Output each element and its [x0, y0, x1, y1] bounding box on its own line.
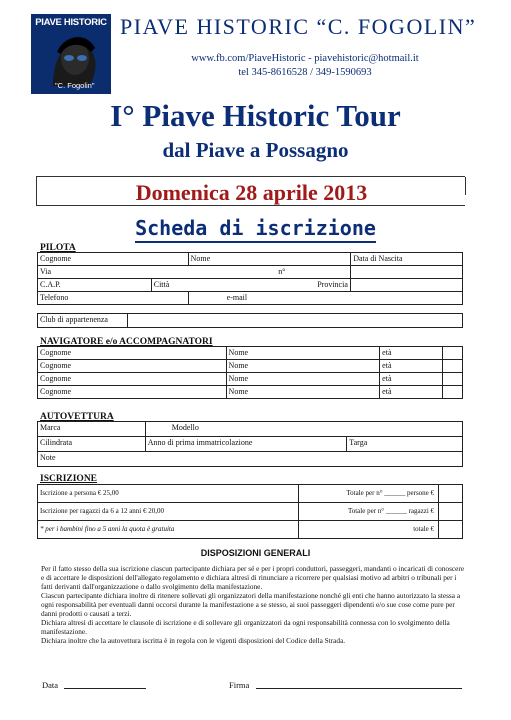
- event-title: I° Piave Historic Tour: [110, 98, 401, 133]
- iscrizione-row-ragazzi: [38, 503, 463, 521]
- iscrizione-row-adulti: [38, 485, 463, 503]
- pilota-row-contact: [38, 292, 463, 305]
- nav-eta-label: età: [382, 348, 392, 357]
- disposizioni-paragraph: Dichiara inoltre che la autovettura iscritta è in regola con le vigenti disposizioni del Codice della Strada.: [41, 636, 346, 645]
- telefono-field[interactable]: [38, 292, 189, 305]
- club-label: Club di appartenenza: [40, 315, 108, 324]
- iscrizione-row-totale: [38, 521, 463, 539]
- cilindrata-label: Cilindrata: [40, 438, 72, 447]
- event-subtitle: dal Piave a Possagno: [162, 138, 349, 162]
- section-iscrizione-heading: ISCRIZIONE: [40, 474, 98, 484]
- numero-label: n°: [278, 267, 286, 276]
- modello-label: Modello: [171, 423, 199, 432]
- nav-eta-label-cell: [380, 373, 443, 386]
- nav-nome-label: Nome: [228, 374, 249, 383]
- nav-cognome-label: Cognome: [40, 387, 72, 396]
- contact-phone: tel 345-8616528 / 349-1590693: [238, 67, 372, 78]
- pilota-table: [37, 252, 463, 305]
- totale-ragazzi-field[interactable]: [439, 503, 463, 521]
- iscrizione-table: [37, 484, 463, 539]
- totale-ragazzi-label: Totale per n° ______ ragazzi €: [347, 507, 435, 515]
- logo-top-text: PIAVE HISTORIC: [35, 17, 107, 28]
- totale-adulti-label: Totale per n° ______ persone €: [346, 489, 435, 497]
- via-field[interactable]: [38, 266, 351, 279]
- iscrizione-ragazzi-label: Iscrizione per ragazzi da 6 a 12 anni € 20,00: [40, 507, 165, 515]
- organization-name: PIAVE HISTORIC “C. FOGOLIN”: [120, 14, 477, 39]
- cognome-field[interactable]: [38, 253, 189, 266]
- club-table: [37, 313, 463, 328]
- modello-field[interactable]: [145, 422, 462, 437]
- targa-field[interactable]: [347, 437, 463, 452]
- nav-cognome-field[interactable]: [38, 360, 227, 373]
- totale-adulti-label-cell: [299, 485, 439, 503]
- pilota-row-address: [38, 266, 463, 279]
- nav-eta-field[interactable]: [443, 373, 463, 386]
- totale-ragazzi-label-cell: [299, 503, 439, 521]
- anno-field[interactable]: [145, 437, 347, 452]
- citta-label: Città: [153, 280, 170, 289]
- pilota-row-name: [38, 253, 463, 266]
- note-field[interactable]: [38, 452, 463, 467]
- marca-label: Marca: [40, 423, 61, 432]
- nav-eta-label: età: [382, 361, 392, 370]
- email-label: e-mail: [226, 293, 248, 302]
- section-pilota-heading: PILOTA: [40, 243, 76, 253]
- navigatore-row: [38, 386, 463, 399]
- nav-nome-field[interactable]: [226, 360, 380, 373]
- auto-row-cilindrata: [38, 437, 463, 452]
- nav-cognome-label: Cognome: [40, 348, 72, 357]
- event-date: Domenica 28 aprile 2013: [135, 180, 368, 205]
- nav-eta-field[interactable]: [443, 360, 463, 373]
- contact-web-email[interactable]: www.fb.com/PiaveHistoric - piavehistoric@hotmail.it: [191, 53, 419, 64]
- firma-label: Firma: [229, 680, 250, 690]
- cap-label: C.A.P.: [40, 280, 61, 289]
- totale-adulti-field[interactable]: [439, 485, 463, 503]
- nav-nome-label: Nome: [228, 348, 249, 357]
- autovettura-table: [37, 421, 463, 467]
- disposizioni-paragraph: Dichiara altresì di accettare le clausole di iscrizione e di sollevare gli organizzatori da ogni responsabilità connessa con lo svolgimento della manifestazione.: [41, 618, 450, 636]
- iscrizione-adulti-cell: [38, 485, 299, 503]
- via-label: Via: [40, 267, 52, 276]
- cilindrata-field[interactable]: [38, 437, 146, 452]
- cap-field[interactable]: [38, 279, 152, 292]
- nav-cognome-label: Cognome: [40, 374, 72, 383]
- section-autovettura-heading: AUTOVETTURA: [40, 412, 114, 422]
- provincia-field[interactable]: [317, 279, 463, 292]
- nome-field[interactable]: [188, 253, 351, 266]
- data-nascita-field[interactable]: [351, 253, 463, 266]
- nav-nome-label: Nome: [228, 387, 249, 396]
- email-field[interactable]: [188, 292, 462, 305]
- nav-cognome-label: Cognome: [40, 361, 72, 370]
- data-nascita-label: Data di Nascita: [353, 254, 403, 263]
- nav-cognome-field[interactable]: [38, 386, 227, 399]
- provincia-label: Provincia: [317, 280, 348, 289]
- nav-cognome-field[interactable]: [38, 373, 227, 386]
- navigatore-row: [38, 373, 463, 386]
- targa-label: Targa: [349, 438, 368, 447]
- bambini-note: * per i bambini fino a 5 anni la quota è gratuita: [40, 525, 175, 533]
- telefono-label: Telefono: [40, 293, 69, 302]
- auto-row-marca: [38, 422, 463, 437]
- nav-nome-field[interactable]: [226, 386, 380, 399]
- totale-field[interactable]: [439, 521, 463, 539]
- disposizioni-title: DISPOSIZIONI GENERALI: [200, 548, 311, 558]
- navigatore-row: [38, 360, 463, 373]
- firma-signature-line[interactable]: [256, 688, 462, 689]
- club-field[interactable]: [128, 314, 463, 328]
- nav-eta-label-cell: [380, 386, 443, 399]
- nav-eta-field[interactable]: [443, 386, 463, 399]
- navigatore-table: [37, 346, 463, 399]
- nav-cognome-field[interactable]: [38, 347, 227, 360]
- club-row: [38, 314, 463, 328]
- cognome-label: Cognome: [40, 254, 72, 263]
- logo-bottom-text: "C. Fogolin": [55, 81, 95, 90]
- data-signature-line[interactable]: [64, 688, 146, 689]
- nav-nome-field[interactable]: [226, 347, 380, 360]
- nav-eta-label-cell: [380, 360, 443, 373]
- totale-label-cell: [299, 521, 439, 539]
- auto-row-note: [38, 452, 463, 467]
- form-title: [0, 216, 511, 240]
- section-navigatore-heading: NAVIGATORE e/o ACCOMPAGNATORI: [40, 337, 213, 347]
- data-label: Data: [42, 680, 59, 690]
- nav-eta-label: età: [382, 387, 392, 396]
- nav-eta-label: età: [382, 374, 392, 383]
- disposizioni-paragraph: Per il fatto stesso della sua iscrizione ciascun partecipante dichiara per sé e per i propri conduttori, passeggeri, mandanti o incaricati di conoscere e di accettare le disposizioni dell'allegato regolamento e dichiara altresì di rinunciare a ricorrere per qualsiasi motivo ad arbitri o tribunali per i fatti derivanti dall'organizzazione o dallo svolgimento della manifestazione.: [41, 564, 465, 591]
- note-label: Note: [40, 453, 56, 462]
- disposizioni-body: [41, 564, 468, 645]
- pilota-row-city: [38, 279, 463, 292]
- numero-field[interactable]: [351, 266, 463, 279]
- club-logo: [31, 14, 111, 94]
- totale-label: totale €: [413, 525, 435, 533]
- nav-eta-label-cell: [380, 347, 443, 360]
- nav-eta-field[interactable]: [443, 347, 463, 360]
- navigatore-row: [38, 347, 463, 360]
- club-label-cell: [38, 314, 128, 328]
- nav-nome-field[interactable]: [226, 373, 380, 386]
- contact-info: [120, 52, 490, 80]
- disposizioni-paragraph: Ciascun partecipante dichiara inoltre di ritenere sollevati gli organizzatori della manifestazione nonché gli enti che hanno autorizzato la stessa a ogni responsabilità per eventuali danni occorsi durante la manifestazione a se stesso, ai suoi passeggeri dipendenti e/o sue cose come pure per danni prodotti o causati a terzi.: [41, 591, 461, 618]
- iscrizione-adulti-label: Iscrizione a persona € 25,00: [40, 489, 119, 497]
- bambini-note-cell: [38, 521, 299, 539]
- anno-label: Anno di prima immatricolazione: [147, 438, 253, 447]
- event-date-box: [36, 176, 465, 206]
- iscrizione-ragazzi-cell: [38, 503, 299, 521]
- marca-field[interactable]: [38, 422, 146, 437]
- form-title-text: Scheda di iscrizione: [135, 216, 376, 243]
- nome-label: Nome: [190, 254, 211, 263]
- nav-nome-label: Nome: [228, 361, 249, 370]
